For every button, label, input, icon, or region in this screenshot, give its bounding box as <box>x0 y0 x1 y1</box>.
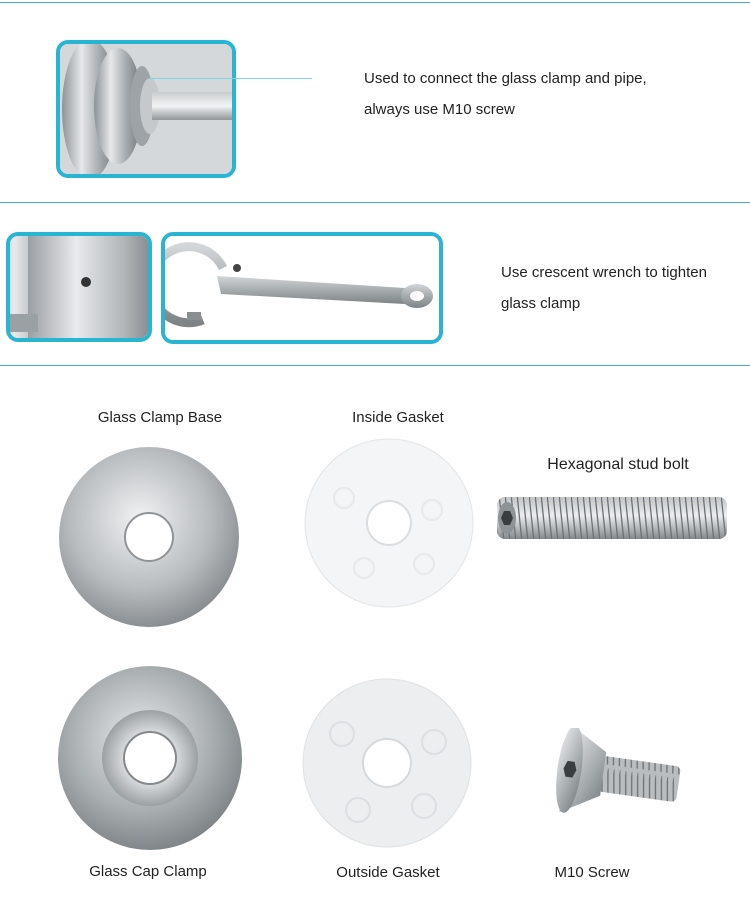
connector-photo <box>56 40 236 178</box>
inside-gasket-image <box>304 438 474 608</box>
wrench-description <box>501 257 741 319</box>
glass-clamp-base-image <box>58 446 240 628</box>
label-hex-stud-bolt: Hexagonal stud bolt <box>547 456 689 473</box>
divider-top <box>0 2 750 3</box>
label-inside-gasket: Inside Gasket <box>352 409 444 426</box>
label-outside-gasket: Outside Gasket <box>336 864 440 881</box>
connector-description-line2: always use M10 screw <box>364 101 515 118</box>
connector-description <box>364 63 724 125</box>
label-glass-clamp-base: Glass Clamp Base <box>97 409 223 426</box>
pipe-hole-photo <box>6 232 152 342</box>
wrench-photo <box>161 232 443 344</box>
label-glass-cap-clamp: Glass Cap Clamp <box>89 863 207 880</box>
wrench-description-line1: Use crescent wrench to tighten <box>501 264 707 281</box>
m10-screw-image <box>553 728 683 824</box>
divider-2 <box>0 365 750 366</box>
glass-cap-clamp-image <box>57 665 243 851</box>
wrench-description-line2: glass clamp <box>501 295 581 312</box>
hex-stud-bolt-image <box>493 492 731 544</box>
pointer-line <box>148 78 312 79</box>
divider-1 <box>0 202 750 203</box>
connector-description-line1: Used to connect the glass clamp and pipe, <box>364 70 647 87</box>
label-m10-screw: M10 Screw <box>554 864 630 881</box>
outside-gasket-image <box>302 678 472 848</box>
